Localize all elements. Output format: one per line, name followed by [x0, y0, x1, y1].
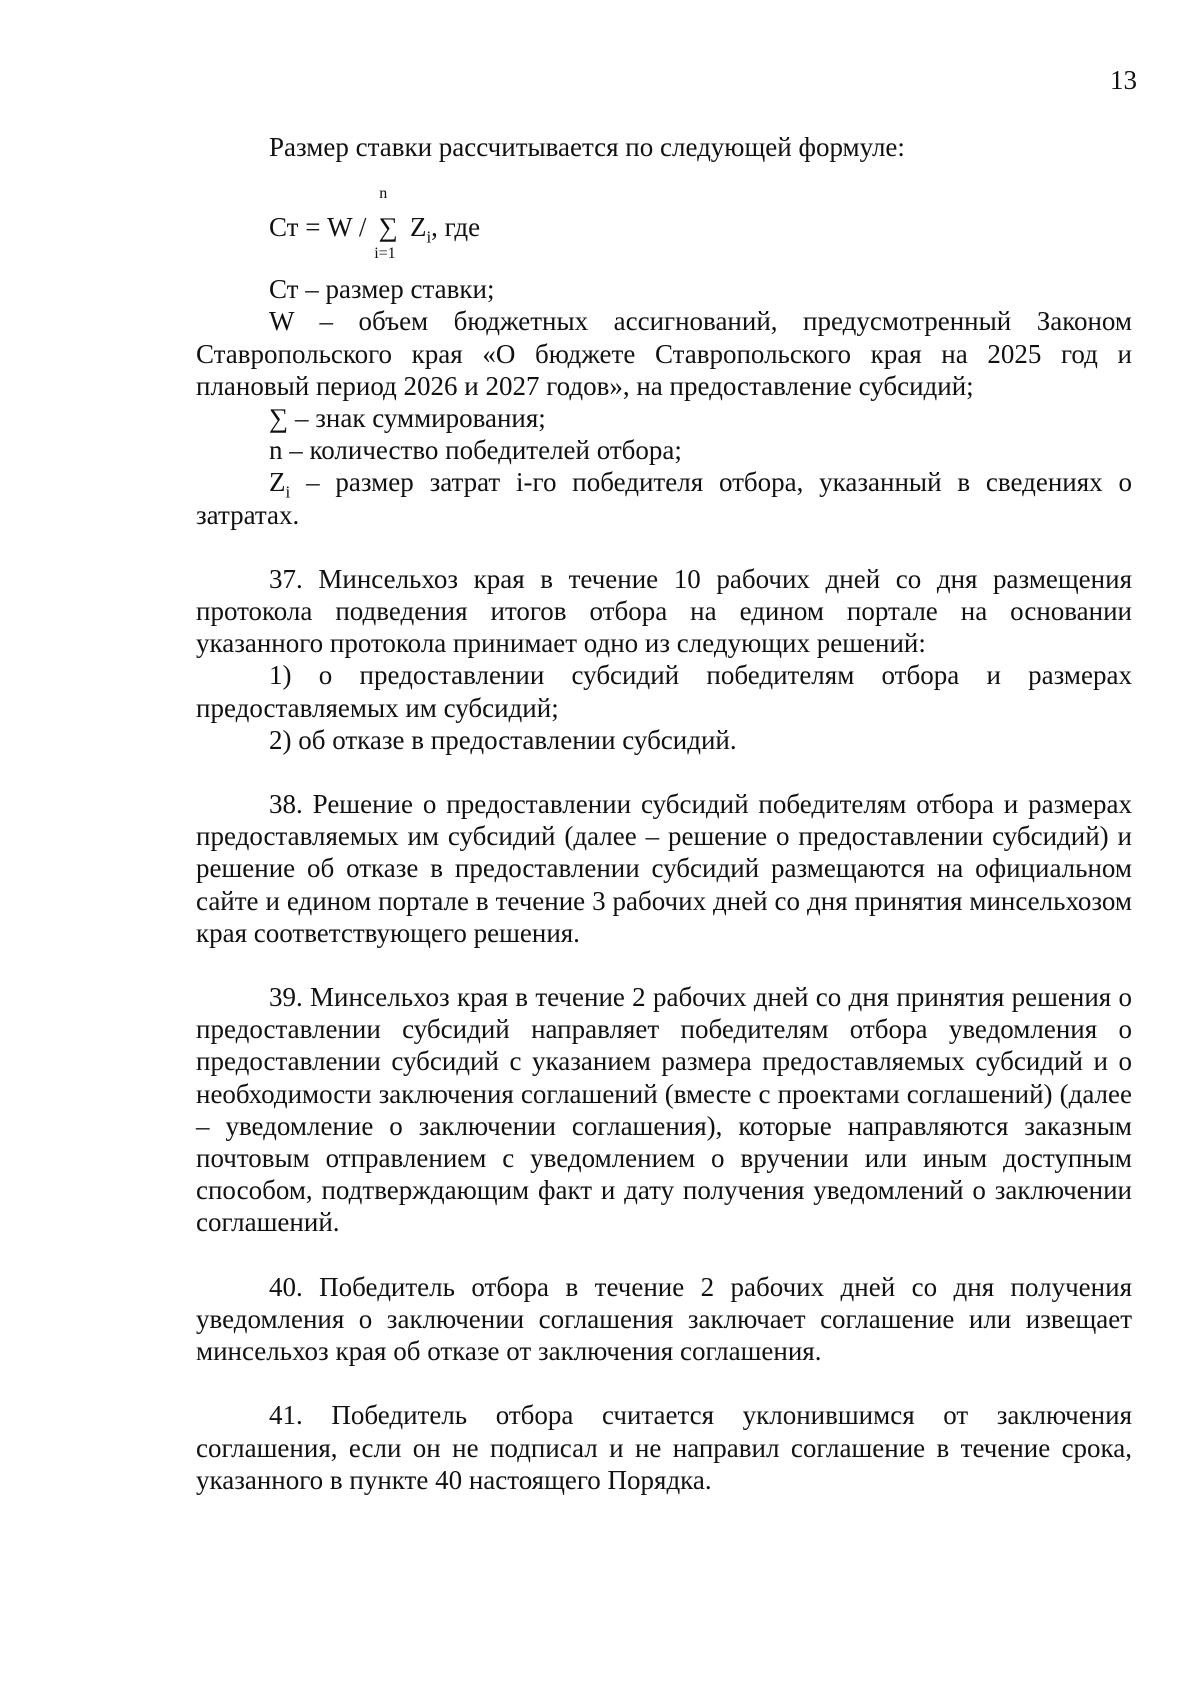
definition-w	[196, 305, 1132, 402]
formula-intro: Размер ставки рассчитывается по следующей формуле:	[269, 132, 905, 162]
spacer	[196, 1239, 1132, 1271]
definition-symbol: Ст	[269, 274, 299, 305]
paragraph-37-item-1: 1) о предоставлении субсидий победителям отбора и размерах предоставляемых им субсидий;	[196, 660, 1132, 723]
formula-line	[269, 185, 481, 263]
sigma-symbol: ∑	[378, 212, 398, 243]
page-number: 13	[1110, 65, 1137, 95]
spacer	[196, 949, 1132, 981]
spacer	[196, 756, 1132, 788]
sum-lower-limit: i=1	[374, 245, 396, 263]
document-body	[196, 131, 1132, 1496]
definition-sigma	[196, 402, 1132, 434]
definition-symbol: W	[269, 306, 294, 337]
spacer	[196, 1367, 1132, 1399]
paragraph-41: 41. Победитель отбора считается уклонившимся от заключения соглашения, если он не подписал и не направил соглашение в течение срока, указанного в пункте 40 настоящего Порядка.	[196, 1400, 1132, 1495]
definition-st	[196, 273, 1132, 305]
formula-variable: Z	[409, 212, 427, 243]
formula-tail: , где	[431, 212, 481, 243]
definition-text: – объем бюджетных ассигнований, предусмотренный Законом Ставропольского края «О бюджете Ставропольского края на 2025 год и плановый период 2026 и 2027 годов», на предоставление субсидий;	[196, 306, 1132, 401]
definition-text: – знак суммирования;	[288, 403, 546, 434]
definition-symbol: n	[269, 435, 283, 466]
paragraph-37: 37. Минсельхоз края в течение 10 рабочих дней со дня размещения протокола подведения итогов отбора на едином портале на основании указанного протокола принимает одно из следующих решений:	[196, 563, 1132, 659]
sum-upper-limit: n	[379, 185, 388, 203]
paragraph-38: 38. Решение о предоставлении субсидий победителям отбора и размерах предоставляемых им субсидий (далее – решение о предоставлении субсидий) и решение об отказе в предоставлении субсидий размещаются на официальном сайте и едином портале в течение 3 рабочих дней со дня принятия минсельхозом края соответствующего решения.	[196, 789, 1132, 948]
paragraph-40: 40. Победитель отбора в течение 2 рабочих дней со дня получения уведомления о заключении соглашения заключает соглашение или извещает минсельхоз края об отказе от заключения соглашения.	[196, 1271, 1132, 1367]
formula-variable-subscript: i	[426, 227, 432, 247]
spacer	[196, 531, 1132, 563]
paragraph-37-item-2: 2) об отказе в предоставлении субсидий.	[269, 724, 737, 755]
definition-text: – размер ставки;	[298, 274, 495, 305]
formula-left: Ст = W /	[269, 212, 367, 243]
definition-subscript: i	[285, 482, 291, 502]
sum-sign	[373, 185, 403, 263]
definition-symbol: ∑	[269, 403, 289, 434]
definition-symbol: Z	[269, 467, 286, 498]
definition-n	[196, 434, 1132, 466]
paragraph-39: 39. Минсельхоз края в течение 2 рабочих дней со дня принятия решения о предоставлении субсидий направляет победителям отбора уведомления о предоставлении субсидий с указанием размера предоставляемых субсидий и о необходимости заключения соглашений (вместе с проектами соглашений) (далее – уведомление о заключении соглашения), которые направляются заказным почтовым отправлением с уведомлением о вручении или иным доступным способом, подтверждающим факт и дату получения уведомлений о заключении соглашений.	[196, 982, 1132, 1238]
definition-zi	[196, 466, 1132, 530]
formula	[196, 163, 1132, 273]
definition-text: – количество победителей отбора;	[282, 435, 682, 466]
definition-text: – размер затрат i-го победителя отбора, указанный в сведениях о затратах.	[196, 467, 1132, 530]
